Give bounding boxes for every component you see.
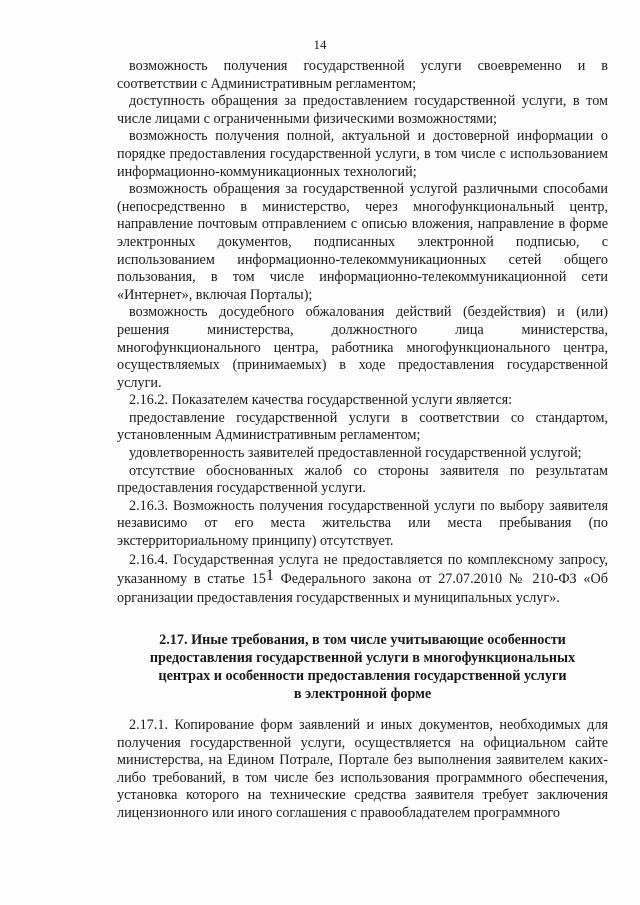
- paragraph-2-16-4: [117, 551, 608, 608]
- document-body-continued: [117, 717, 608, 823]
- section-heading-2-17: [117, 631, 608, 703]
- paragraph-standard: предоставление государственной услуги в соответствии со стандартом, установленным Административным регламентом;: [117, 409, 608, 444]
- heading-line-3: центрах и особенности предоставления государственной услуги: [158, 668, 567, 684]
- paragraph-2-16-4-text-b: Федерального закона от 27.07.2010 № 210-ФЗ «Об организации предоставления государственных и муниципальных услуг».: [117, 570, 608, 606]
- heading-line-1: 2.17. Иные требования, в том числе учитывающие особенности: [159, 632, 566, 648]
- paragraph-2-16-2: 2.16.2. Показателем качества государственной услуги является:: [129, 392, 513, 409]
- paragraph-2-16-4-text-a: 2.16.4. Государственная услуга не предоставляется по комплексному запросу, указанному в статье 15: [117, 551, 608, 587]
- heading-line-2: предоставления государственной услуги в многофункциональных: [149, 650, 576, 666]
- paragraph-no-complaints: отсутствие обоснованных жалоб со стороны заявителя по результатам предоставления государственной услуги.: [117, 462, 608, 497]
- paragraph-appeal: возможность досудебного обжалования действий (бездействия) и (или) решения министерства, должностного лица министерства, многофункционального центра, работника многофункционального центра, осуществляемых (принимаемых) в ходе предоставления государственной услуги.: [117, 304, 608, 391]
- paragraph-2-17-1: 2.17.1. Копирование форм заявлений и иных документов, необходимых для получения государственной услуги, осуществляется на официальном сайте министерства, на Едином Потрале, Портале без выполнения заявителем каких-либо требований, в том числе без использования программного обеспечения, установка которого на технические средства заявителя требует заключения лицензионного или иного соглашения с правообладателем программного: [117, 717, 608, 821]
- paragraph-timeliness: возможность получения государственной услуги своевременно и в соответствии с Административным регламентом;: [117, 58, 608, 92]
- document-body: [117, 58, 608, 608]
- paragraph-channels: возможность обращения за государственной услугой различными способами (непосредственно в министерство, через многофункциональный центр, направление почтовым отправлением с описью вложения, направление в форме электронных документов, подписанных электронной подписью, с использованием информационно-телекоммуникационных сетей общего пользования, в том числе информационно-телекоммуникационной сети «Интернет», включая Порталы);: [117, 181, 608, 303]
- paragraph-accessibility: доступность обращения за предоставлением государственной услуги, в том числе лицами с ограниченными физическими возможностями;: [117, 93, 608, 127]
- paragraph-2-16-4-superscript: 1: [265, 566, 274, 584]
- heading-line-4: в электронной форме: [293, 686, 432, 702]
- paragraph-satisfaction: удовлетворенность заявителей предоставленной государственной услугой;: [129, 445, 582, 462]
- paragraph-information: возможность получения полной, актуальной и достоверной информации о порядке предоставления государственной услуги, в том числе с использованием информационно-коммуникационных технологий;: [117, 128, 608, 180]
- paragraph-2-16-3: 2.16.3. Возможность получения государственной услуги по выбору заявителя независимо от его места жительства или места пребывания (по экстерриториальному принципу) отсутствует.: [117, 497, 608, 550]
- page-number: 14: [313, 37, 327, 52]
